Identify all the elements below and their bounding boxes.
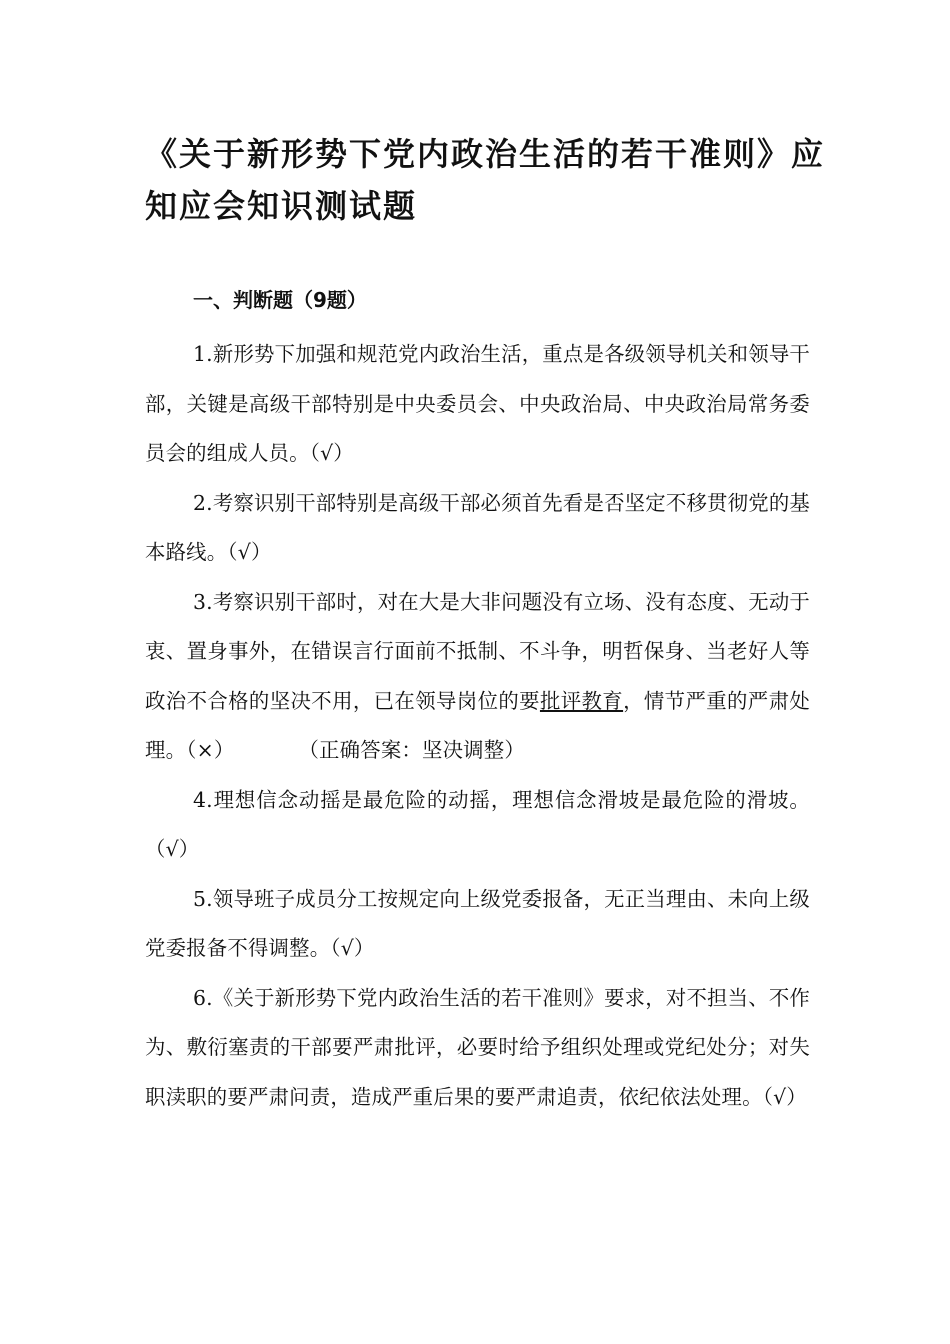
underlined-phrase: 批评教育 — [539, 688, 624, 713]
question-text: 1.新形势下加强和规范党内政治生活，重点是各级领导机关和领导干部，关键是高级干部特别是中央委员会、中央政治局、中央政治局常务委员会的组成人员。（√） — [145, 342, 810, 465]
document-title: 《关于新形势下党内政治生活的若干准则》应知应会知识测试题 — [145, 135, 826, 225]
question-item — [145, 974, 810, 1123]
section-heading: 一、判断题（9题） — [193, 288, 367, 312]
correct-answer-note: （正确答案：坚决调整） — [298, 738, 525, 762]
question-item — [145, 578, 810, 776]
question-text: 4.理想信念动摇是最危险的动摇，理想信念滑坡是最危险的滑坡。（√） — [145, 787, 810, 861]
question-item — [145, 479, 810, 578]
question-item — [145, 330, 810, 479]
question-item — [145, 875, 810, 974]
question-text: 3.考察识别干部时，对在大是大非问题没有立场、没有态度、无动于衷、置身事外，在错误言行面前不抵制、不斗争，明哲保身、当老好人等政治不合格的坚决不用，已在领导岗位的要 — [145, 589, 810, 713]
question-text-end: ，情节严重的严肃处理。（×） — [145, 688, 810, 762]
question-item — [145, 776, 810, 875]
question-text: 2.考察识别干部特别是高级干部必须首先看是否坚定不移贯彻党的基本路线。（√） — [145, 490, 810, 564]
question-text: 6.《关于新形势下党内政治生活的若干准则》要求，对不担当、不作为、敷衍塞责的干部要严肃批评，必要时给予组织处理或党纪处分；对失职渎职的要严肃问责，造成严重后果的要严肃追责，依纪依法处理。（√） — [145, 985, 810, 1109]
question-list — [145, 330, 810, 1122]
question-text: 5.领导班子成员分工按规定向上级党委报备，无正当理由、未向上级党委报备不得调整。（√） — [145, 886, 810, 960]
